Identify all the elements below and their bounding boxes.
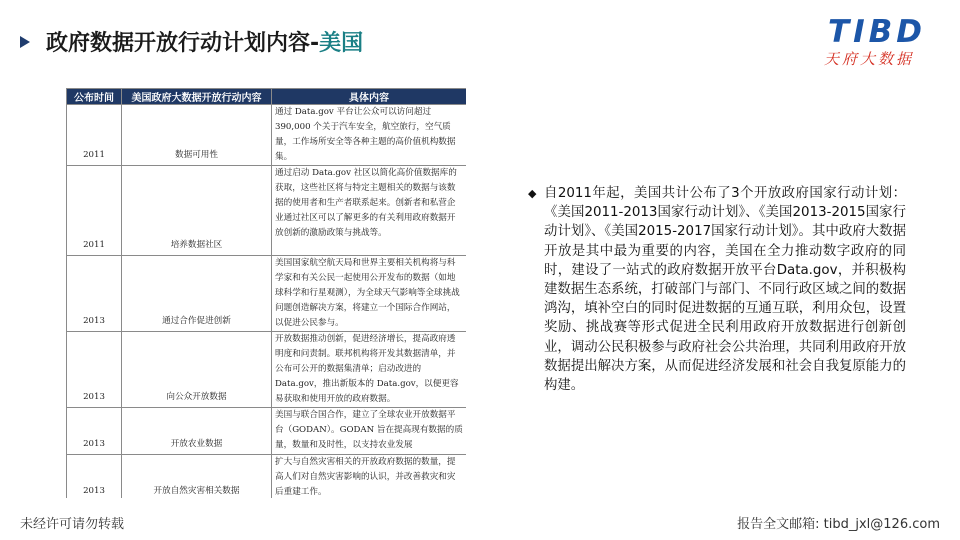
logo-subtitle: 天府大数据 <box>824 50 915 68</box>
row-detail: 扩大与自然灾害相关的开放政府数据的数量，提高人们对自然灾害影响的认识，并改善救灾和灾后重建工作。 <box>272 455 467 499</box>
action-plan-table <box>66 88 466 498</box>
action-plan-table-container <box>66 88 466 498</box>
row-year: 2013 <box>67 332 122 408</box>
table-row <box>67 105 467 166</box>
page-title <box>46 26 363 57</box>
row-year: 2013 <box>67 256 122 332</box>
row-detail: 美国国家航空航天局和世界主要相关机构将与科学家和有关公民一起使用公开发布的数据（如地球科学和行星观测），为全球天气影响等全球挑战问题创造解决方案，将建立一个国际合作网站，以促进公民参与。 <box>272 256 467 332</box>
title-arrow-icon <box>20 36 30 48</box>
table-row <box>67 166 467 256</box>
row-year: 2011 <box>67 105 122 166</box>
page-title-main: 政府数据开放行动计划内容- <box>46 31 320 56</box>
logo-text: TIBD <box>828 14 927 50</box>
header-action: 美国政府大数据开放行动内容 <box>122 89 272 105</box>
table-header-row <box>67 89 467 105</box>
row-year: 2013 <box>67 455 122 499</box>
table-row <box>67 332 467 408</box>
row-detail: 通过启动 Data.gov 社区以简化高价值数据库的获取，这些社区将与特定主题相关的数据与该数据的使用者和生产者联系起来。创新者和私营企业通过社区可以了解更多的有关利用政府数据开放创新的激励政策与挑战等。 <box>272 166 467 256</box>
row-action: 数据可用性 <box>122 105 272 166</box>
table-row <box>67 256 467 332</box>
row-detail: 开放数据推动创新，促进经济增长，提高政府透明度和问责制。联邦机构将开发其数据清单，并公布可公开的数据集清单；启动改进的 Data.gov，推出新版本的 Data.gov，以便更容易获取和使用开放的政府数据。 <box>272 332 467 408</box>
row-detail: 通过 Data.gov 平台让公众可以访问超过 390,000 个关于汽车安全，航空旅行，空气质量，工作场所安全等各种主题的高价值机构数据集。 <box>272 105 467 166</box>
row-detail: 美国与联合国合作，建立了全球农业开放数据平台（GODAN）。GODAN 旨在提高现有数据的质量，数量和及时性，以支持农业发展 <box>272 408 467 455</box>
row-year: 2011 <box>67 166 122 256</box>
row-action: 培养数据社区 <box>122 166 272 256</box>
header-detail: 具体内容 <box>272 89 467 105</box>
table-row <box>67 455 467 499</box>
page-title-accent: 美国 <box>319 31 364 56</box>
row-action: 向公众开放数据 <box>122 332 272 408</box>
summary-bullet <box>528 184 906 395</box>
row-action: 开放自然灾害相关数据 <box>122 455 272 499</box>
header-year: 公布时间 <box>67 89 122 105</box>
tibd-logo <box>818 12 946 70</box>
diamond-bullet-icon: ◆ <box>528 187 537 200</box>
footer-contact-email: 报告全文邮箱: tibd_jxl@126.com <box>737 517 940 532</box>
table-row <box>67 408 467 455</box>
summary-text: 自2011年起，美国共计公布了3个开放政府国家行动计划：《美国2011-2013国家行动计划》、《美国2013-2015国家行动计划》、《美国2015-2017国家行动计划》。其中政府大数据开放是其中最为重要的内容，美国在全力推动数字政府的同时，建设了一站式的政府数据开放平台Data.gov，并积极构建数据生态系统，打破部门与部门、不同行政区域之间的数据鸿沟，填补空白的同时促进数据的互通互联，利用众包，设置奖励、挑战赛等形式促进全民利用政府开放数据进行创新创业，调动公民积极参与政府社会公共治理，共同利用政府开放数据提出解决方案，从而促进经济发展和社会自我复原能力的构建。 <box>544 186 906 394</box>
row-year: 2013 <box>67 408 122 455</box>
row-action: 通过合作促进创新 <box>122 256 272 332</box>
row-action: 开放农业数据 <box>122 408 272 455</box>
footer-copyright: 未经许可请勿转载 <box>20 517 125 532</box>
